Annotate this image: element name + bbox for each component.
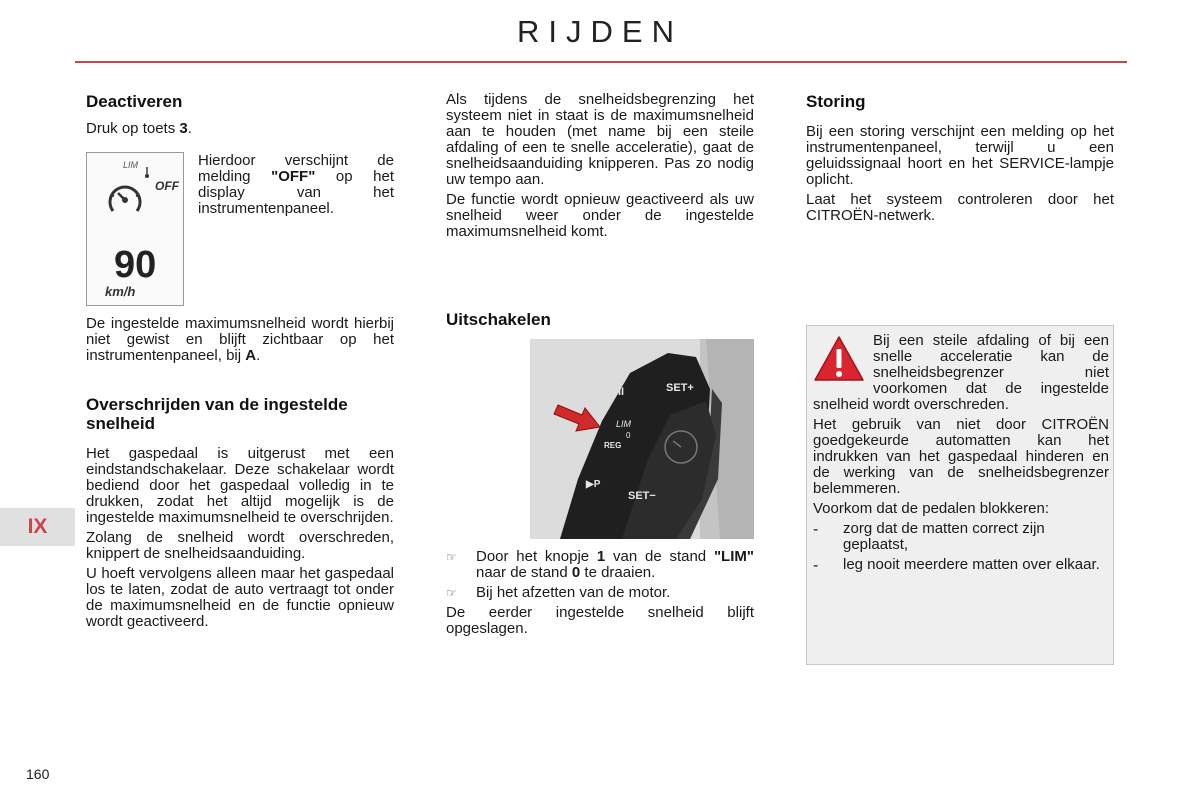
display-description bbox=[198, 153, 394, 217]
limit-paragraph-2: De functie wordt opnieuw geactiveerd als uw snelheid weer onder de ingestelde maximumsnelheid komt. bbox=[446, 191, 754, 240]
list-item bbox=[813, 521, 1109, 553]
display-graphic bbox=[87, 153, 183, 305]
bullet1-mid: van de stand bbox=[605, 548, 714, 565]
column-left bbox=[86, 92, 394, 630]
display-pin-dot bbox=[145, 174, 149, 178]
warning-box bbox=[806, 325, 1114, 665]
bullet1-num: 1 bbox=[596, 548, 606, 565]
warning-paragraph-3: Voorkom dat de pedalen blokkeren: bbox=[813, 500, 1049, 517]
speedometer-icon bbox=[110, 187, 140, 211]
bullet-text-2: Bij het afzetten van de motor. bbox=[476, 584, 671, 601]
speed-stored-text: De eerder ingestelde snelheid blijft opgeslagen. bbox=[446, 604, 754, 637]
dash-marker: - bbox=[813, 521, 819, 538]
warning-content bbox=[813, 333, 1109, 575]
speed-text-part2: . bbox=[256, 347, 261, 364]
press-key-text bbox=[86, 121, 394, 137]
column-right bbox=[806, 92, 1114, 224]
display-desc-off: "OFF" bbox=[271, 168, 316, 185]
chapter-tab: IX bbox=[0, 508, 75, 546]
warning-item-2: leg nooit meerdere matten over elkaar. bbox=[843, 556, 1100, 573]
fault-heading: Storing bbox=[806, 92, 866, 111]
list-item bbox=[446, 549, 754, 581]
fault-paragraph-1: Bij een storing verschijnt een melding op het instrumentenpaneel, terwijl u een geluidssignaal hoort en het SERVICE-lampje oplicht. bbox=[806, 123, 1114, 188]
photo-pause: II bbox=[618, 386, 625, 398]
bullet1-prefix: Door het knopje bbox=[476, 548, 597, 565]
photo-set-minus: SET− bbox=[628, 490, 656, 502]
exceed-paragraph-3: U hoeft vervolgens alleen maar het gaspedaal los te laten, zodat de auto vertraagt tot onder de maximumsnelheid en de functie opnieuw wordt geactiveerd. bbox=[86, 565, 394, 630]
list-item bbox=[813, 557, 1109, 575]
speed-retained-text bbox=[86, 316, 394, 364]
pointing-hand-icon: ☞ bbox=[446, 550, 457, 564]
display-off-label: OFF bbox=[155, 179, 179, 193]
photo-lim: LIM bbox=[616, 419, 632, 429]
bullet1-suffix: te draaien. bbox=[580, 564, 656, 581]
deactivate-heading: Deactiveren bbox=[86, 92, 183, 111]
speed-display bbox=[86, 152, 184, 306]
exceed-heading: Overschrijden van de ingestelde snelheid bbox=[86, 395, 348, 433]
bullet-text-1 bbox=[476, 549, 754, 581]
control-stalk-graphic bbox=[530, 339, 754, 539]
dash-marker: - bbox=[813, 557, 819, 574]
page-number: 160 bbox=[26, 766, 50, 782]
pointing-hand-icon: ☞ bbox=[446, 586, 457, 600]
exceed-paragraph-2: Zolang de snelheid wordt overschreden, knippert de snelheidsaanduiding. bbox=[86, 529, 394, 562]
display-desc-part1: Hierdoor verschijnt de melding bbox=[198, 152, 394, 185]
header-divider bbox=[75, 61, 1127, 63]
speed-text-a: A bbox=[245, 347, 257, 364]
key-number: 3 bbox=[179, 120, 188, 137]
press-suffix: . bbox=[187, 120, 192, 137]
column-middle bbox=[446, 92, 754, 637]
photo-reg: REG bbox=[604, 441, 622, 450]
bullet1-lim: "LIM" bbox=[713, 548, 754, 565]
exceed-paragraph-1: Het gaspedaal is uitgerust met een eindstandschakelaar. Deze schakelaar wordt bediend door het gaspedaal volledig in te drukken, zodat het altijd mogelijk is de ingestelde maximumsnelheid te overschrijden. bbox=[86, 445, 394, 526]
display-speed-value: 90 bbox=[114, 244, 157, 286]
display-unit: km/h bbox=[105, 284, 136, 299]
photo-set-plus: SET+ bbox=[666, 382, 694, 394]
display-lim-label: LIM bbox=[123, 160, 139, 170]
limit-paragraph-1: Als tijdens de snelheidsbegrenzing het systeem niet in staat is de maximumsnelheid aan te houden (met name bij een steile afdaling of een te snelle acceleratie), gaat de snelheidsaanduiding knipperen. Pas zo nodig uw tempo aan. bbox=[446, 91, 754, 188]
steering-control-photo bbox=[530, 339, 754, 539]
photo-zero: 0 bbox=[626, 431, 631, 440]
warning-triangle-icon bbox=[813, 335, 865, 383]
warning-paragraph-1: Bij een steile afdaling of bij een snelle acceleratie kan de snelheidsbegrenzer niet voorkomen dat de ingestelde snelheid wordt overschreden. bbox=[813, 332, 1109, 413]
warning-paragraph-2: Het gebruik van niet door CITROËN goedgekeurde automatten kan het indrukken van het gaspedaal hinderen en de werking van de snelheidsbegrenzer belemmeren. bbox=[813, 416, 1109, 497]
photo-resume: ▶P bbox=[586, 479, 601, 490]
switch-off-heading: Uitschakelen bbox=[446, 310, 551, 329]
speed-text-part1: De ingestelde maximumsnelheid wordt hierbij niet gewist en blijft zichtbaar op het instrumentenpaneel, bij bbox=[86, 315, 394, 364]
warning-item-1: zorg dat de matten correct zijn geplaatst, bbox=[843, 520, 1045, 553]
display-section bbox=[86, 152, 394, 306]
page-title: RIJDEN bbox=[517, 14, 683, 49]
fault-paragraph-2: Laat het systeem controleren door het CITROËN-netwerk. bbox=[806, 191, 1114, 224]
list-item bbox=[446, 585, 754, 601]
bullet1-mid2: naar de stand bbox=[476, 564, 572, 581]
press-prefix: Druk op toets bbox=[86, 120, 180, 137]
display-desc-part2: op het display van het instrumentenpaneel. bbox=[198, 168, 395, 217]
bullet1-zero: 0 bbox=[571, 564, 581, 581]
